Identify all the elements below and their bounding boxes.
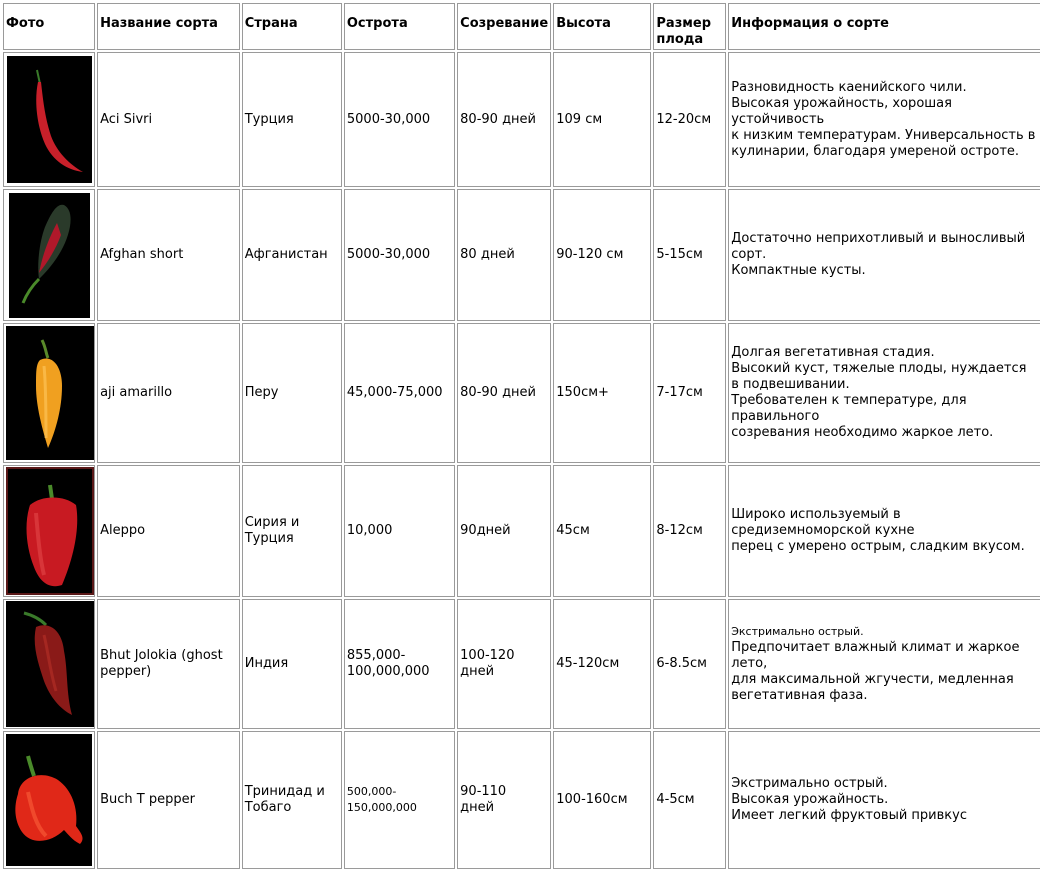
header-height: Высота: [553, 3, 651, 50]
maturity: 90дней: [457, 465, 551, 597]
fruit-size: 4-5см: [653, 731, 726, 869]
heat: 5000-30,000: [344, 52, 455, 187]
photo-cell: [3, 599, 95, 729]
country: Сирия и Турция: [242, 465, 342, 597]
plant-height: 100-160см: [553, 731, 651, 869]
photo-cell: [3, 323, 95, 463]
photo-cell: [3, 465, 95, 597]
variety-info: Экстримально острый. Предпочитает влажный климат и жаркое лето, для максимальной жгучести, медленная вегетативная фаза.: [728, 599, 1040, 729]
fruit-size: 8-12см: [653, 465, 726, 597]
pepper-photo: [9, 193, 90, 318]
pepper-photo: [6, 601, 94, 727]
photo-cell: [3, 731, 95, 869]
variety-info: Широко используемый в средиземноморской кухне перец с умерено острым, сладким вкусом.: [728, 465, 1040, 597]
plant-height: 109 см: [553, 52, 651, 187]
maturity: 80-90 дней: [457, 323, 551, 463]
heat: 500,000- 150,000,000: [344, 731, 455, 869]
table-row: [3, 731, 1040, 869]
country: Афганистан: [242, 189, 342, 321]
variety-info: Экстримально острый. Высокая урожайность. Имеет легкий фруктовый привкус: [728, 731, 1040, 869]
variety-name: Afghan short: [97, 189, 240, 321]
header-country: Страна: [242, 3, 342, 50]
variety-info: Долгая вегетативная стадия. Высокий куст, тяжелые плоды, нуждается в подвешивании. Требователен к температуре, для правильного созревания необходимо жаркое лето.: [728, 323, 1040, 463]
heat: 5000-30,000: [344, 189, 455, 321]
table-row: [3, 599, 1040, 729]
header-photo: Фото: [3, 3, 95, 50]
pepper-photo: [7, 56, 92, 183]
variety-name: Buch T pepper: [97, 731, 240, 869]
header-name: Название сорта: [97, 3, 240, 50]
variety-name: aji amarillo: [97, 323, 240, 463]
variety-info: Разновидность каенийского чили. Высокая урожайность, хорошая устойчивость к низким температурам. Универсальность в кулинарии, благодаря умереной остроте.: [728, 52, 1040, 187]
fruit-size: 7-17см: [653, 323, 726, 463]
plant-height: 45-120см: [553, 599, 651, 729]
variety-info: Достаточно неприхотливый и выносливый сорт. Компактные кусты.: [728, 189, 1040, 321]
maturity: 80 дней: [457, 189, 551, 321]
country: Индия: [242, 599, 342, 729]
table-row: [3, 323, 1040, 463]
heat: 10,000: [344, 465, 455, 597]
table-row: [3, 189, 1040, 321]
maturity: 100-120 дней: [457, 599, 551, 729]
photo-cell: [3, 52, 95, 187]
variety-name: Aci Sivri: [97, 52, 240, 187]
fruit-size: 5-15см: [653, 189, 726, 321]
heat: 855,000- 100,000,000: [344, 599, 455, 729]
fruit-size: 6-8.5см: [653, 599, 726, 729]
pepper-varieties-table: [1, 1, 1040, 871]
variety-name: Bhut Jolokia (ghost pepper): [97, 599, 240, 729]
pepper-photo: [6, 467, 94, 595]
maturity: 90-110 дней: [457, 731, 551, 869]
plant-height: 90-120 см: [553, 189, 651, 321]
country: Перу: [242, 323, 342, 463]
fruit-size: 12-20см: [653, 52, 726, 187]
header-fruit-size: Размер плода: [653, 3, 726, 50]
photo-cell: [3, 189, 95, 321]
pepper-photo: [6, 326, 94, 460]
country: Тринидад и Тобаго: [242, 731, 342, 869]
header-maturity: Созревание: [457, 3, 551, 50]
heat: 45,000-75,000: [344, 323, 455, 463]
table-row: [3, 52, 1040, 187]
plant-height: 150см+: [553, 323, 651, 463]
maturity: 80-90 дней: [457, 52, 551, 187]
pepper-photo: [6, 734, 92, 866]
variety-name: Aleppo: [97, 465, 240, 597]
header-heat: Острота: [344, 3, 455, 50]
table-row: [3, 465, 1040, 597]
header-row: [3, 3, 1040, 50]
header-info: Информация о сорте: [728, 3, 1040, 50]
country: Турция: [242, 52, 342, 187]
plant-height: 45см: [553, 465, 651, 597]
